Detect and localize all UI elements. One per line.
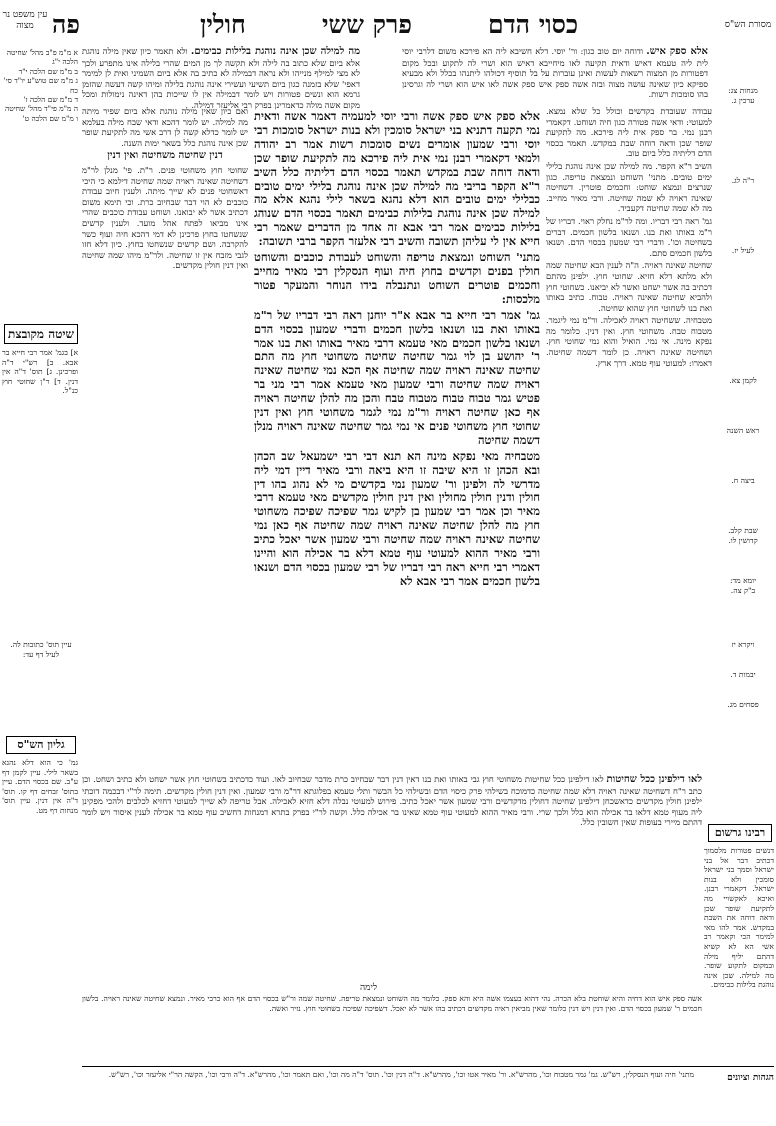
gutter-item: פסחים מג. [727, 700, 759, 709]
rabbenu-gershom-title: רבינו גרשום [708, 824, 772, 842]
masoret-hashas-gutter [712, 40, 774, 640]
gutter-item: ד מ"מ שם הלכה ז' [23, 95, 78, 105]
tractate-name: חולין [200, 10, 246, 39]
footnotes-text [82, 994, 702, 1064]
rashi-column [546, 106, 712, 768]
gutter-item: ויקרא יז [731, 640, 755, 649]
tosafot-text: ולא תאמר כיון שאין מילה נוהגת אלא ביום שלא כתוב בה לילה ולא תקשה לך מן המים שהרי בלילה אינו מתפרע ולכך לא מצי למילף מנייהו ולא נראה דבמילה לא כתיב בה אלא ביום השמיני ואית לן למימר דאפי' שלא בזמנה כגון ביום תשיעי ועשירי אינה נוהגת בלילה ומיהו קשה דעשה שהזמן גרמא הוא ונשים פטורות ויש לומר דבמילה אין לו שייכות בהן דאינה נימולות ומכל מקום אשה מולה כדאמרינן בפרק רבי אליעזר דמילה. [82, 46, 360, 110]
rashi-paragraph: מטבחיה. ששחיטה ראויה לאכילה. ור"מ נמי ליגמר. מטבוח טבח. משחוטי חוץ. ואין דנין. כלומר מה נפקא מינה. אי נמי. הואיל והוא נמי שחוטי חוץ. ושחיטה שאינה ראויה. כן לומר דשמה שחיטה. דאמרו: למעוטי עוף טמא. דרך ארץ. [546, 315, 712, 368]
gutter-item: ג מ"מ שם טוש"ע יו"ד סי' כח [3, 76, 78, 95]
gilyon-title: גליון הש"ס [6, 736, 76, 754]
rashi-heading: אלא ספק איש. [646, 46, 708, 57]
rabbenu-gershom-box [704, 820, 776, 1020]
page-number: פה [52, 10, 80, 39]
rashi-paragraph: עבודה שעובדת בקדשים וכולל כל שלא נמצא. למעוטי: ודאי אשה פטורה כגון חיה ושוחט. דקאמרי רבנן נמי. בר ספק אית ליה פירכא. מה לתקיעת שופר שכן ודאה דוחה שבת במקדש. תאמר בכסוי הדם דליתיה כלל ביום טוב. [546, 106, 712, 159]
gemara-paragraph: מטבחיה מאי נפקא מינה הא תנא דבי רבי ישמעאל שב הכהן ובא הכהן זו היא שיבה זו היא ביאה ורבי מאיר דיין דמי ליה מדרשי לה ולפינן ור' שמעון נמי בקדשים מי לא נהוג בהו דין חולין ודנין חולין מחולין ואין דנין חולין מקדשים מאי טעמא דרבי מאיר וכן אמר רבי שמעון בן לקיש גמר שפיכה שפיכה משחוטי חוץ מה להלן שחיטה שאינה ראויה שמה שחיטה אף כאן נמי שחיטה שאינה ראויה שמה שחיטה ורבי שמעון אשר יאכל כתיב ורבי מאיר ההוא למעוטי עוף טמא דלא בר אכילה הוא והיינו דאמרי רבי חייא ראה רבי דבריו של רבי שמעון בכסוי הדם ושנאו בלשון חכמים אמר רבי אבא לא [254, 448, 540, 588]
gilyon-hashas-box [2, 732, 80, 815]
lower-right-gutter [712, 640, 774, 800]
gutter-item: לקמן צא. [729, 376, 757, 385]
gemara-paragraph: גמ' אמר רבי חייא בר אבא א"ר יוחנן ראה רבי דבריו של ר"מ באותו ואת בנו ושנאו בלשון חכמים ודברי שמעון בכסוי הדם ושנאו בלשון חכמים מאי טעמא דרבי מאיר באותו ואת בנו אמר ר' יהושע בן לוי גמר שחיטה שחיטה משחוטי חוץ מה התם שחיטה שאינה ראויה שמה שחיטה אף הכא נמי שחיטה שאינה ראויה שמה שחיטה ורבי שמעון מאי טעמא אמר רבי מני בר פטיש גמר טבוח טבוח מטבוח טבח והכן מה להלן שחיטה ראויה אף כאן שחיטה ראויה ור"מ נמי לגמר משחוטי חוץ ואין דנין שחוטי חוץ משחוטי פנים אי נמי גמר שחיטה שאינה ראויה מנלן דשמה שחיטה [254, 307, 540, 447]
page-header [0, 10, 776, 40]
shita-mekubetzet-box [2, 318, 80, 428]
chapter-number: פרק ששי [322, 10, 412, 39]
bottom-tosafot-heading: לאו דילפינן ככל שחיטות [606, 774, 702, 785]
mishnah-paragraph: מתני' השוחט ונמצאת טריפה והשוחט לעבודת כוכבים והשוחט חולין בפנים וקדשים בחוץ חיה ועוף הנסקלין רבי מאיר מחייב וחכמים פוטרים השוחט ונתנבלה בידו הנוחר והמעקר פטור מלכסות: [254, 250, 540, 306]
rashi-paragraph: גמ' ראה רבי דבריו. ומה לר"מ נחלק ראוי. דבריו של ר"מ באותו ואת בנו. ושנאו בלשון חכמים. דברים בשחיטה וכו'. ודברי רבי שמעון בכסוי הדם. ושנאו בלשון חכמים סתם. [546, 215, 712, 258]
gutter-item: יומא מד: [729, 576, 757, 585]
gutter-item: א מ"מ פ"ב מהל' שחיטה הלכה י"ג [6, 48, 78, 67]
hagahot-body: מתני' חיה ועוף הנסקלין, רש"ש. גמ' גמר מטבוח וכו', מהרש"א. ור' מאיר אטו וכו', מהרש"א. ד"ה דנין וכו'. תוס' ד"ה מה וכו', ואם תאמר וכו', מהרש"א. ד"ה ורבי וכו', הקשה הר"י אליעזר וכו', רש"ש. [108, 1070, 694, 1079]
gemara-main-text [254, 110, 540, 766]
hagahot-text [82, 1070, 694, 1120]
footnotes-body: אשה ספק איש הוא דחיה והיא שוחטת בלא הכרה. נהי דהוא בעצמו אשה היא והא ספק. כלומר מה השוחט ונמצאת טריפה. שחיטה שמה ור"ש בכסוי הדם אף הוא כרבי מאיר. ונמצא שחיטה שאינה ראויה. בלשון חכמים ר' שמעון בכסוי הדם. ואין דנין ויש דנין כלומר שאין מביאין ראיה מקדשים דכתיב בהו אשר לא יאכל. דשפיכה שפיכה בשחוטי חוץ. נזיר ואשה. [82, 994, 702, 1013]
gutter-item: עיין תוס' כתובות לה. [10, 640, 72, 649]
left-commentary-intro: ואם כיון שאין מילה נוהגת אלא ביום שפיר מיתה מה למילה. יש לומר דהכא ודאי שבח מילה בעלמא יש לומר כדלא קשה לן דרב אשי מה לתקיעת שופר שכן אינה נוהגת כלל בשאר ימות השנה. [82, 106, 248, 148]
gutter-item: ראש השנה [726, 426, 760, 435]
footnote-label: לימה [360, 983, 378, 993]
left-commentary-subheading: דנין שחיטה משחיטה ואין דנין [107, 150, 223, 162]
divider-line [82, 1066, 774, 1067]
gutter-item: מנחות צג: [728, 86, 758, 95]
gilyon-text: גמ' כי הוא דלא נהגא בשאר לילי. עיין לקמן דף ע"ב. שם בכסוי הדם. עיין בתוס' זבחים דף קו. תוס' ד"ה אין דנין. עיין תוס' מנחות דף מט. [2, 758, 78, 815]
gutter-item: לעיל דף עד: [22, 650, 60, 659]
masoret-label: מסורת הש"ס [724, 20, 772, 30]
gutter-item: ב מ"מ שם הלכה י"ד [18, 66, 78, 76]
bottom-tosafot-text: לאו דילפינן ככל שחיטות משחוטי חוץ גבי באותו ואת בנו דאין דנין דבר שבחיוב כרת מדבר שבחיוב לאו. ועוד כדכתיב בשחוטי חוץ אשר ישחט ולא כתיב ושחט. וכן כתב ר"ח דשחיטה שאינה ראויה דלא שמה שחיטה כדמוכח בשילהי פרק כיסוי הדם ובשילהי כל הבשר ותלי טעמא בפלוגתא דר"מ ורבי שמעון. ואין דנין חולין מקדשים. תימה לר"י דבכמה דוכתי ילפינן חולין מקדשים כדאשכחן דילפינן שחיטה דחולין מדקדשים ורבי שמעון אשר יאכל כתיב. פירוש למעוטי נבלה דלא חזיא לאכילה. אבל טריפה לא שייך למעוטי דחזיא לכלבים ולהכי מפקינן ליה מעוף טמא דלאו בר אכילה הוא כלל ולכך שרי. ורבי מאיר ההוא למעוטי עוף טמא שאינו בר אכילה כלל. וקשה לר"י בפרק בתרא דמנחות דחשיב עוף טמא בר אכילה לענין איסור ויש לומר דהתם מיירי בעופות שאין חשובין כלל. [82, 774, 702, 828]
rashi-top [402, 46, 708, 104]
tosafot-top [82, 46, 360, 110]
gutter-item: קדושין לו. [728, 536, 758, 545]
tosafot-heading: מה למילה שכן אינה נוהגת בלילות כבימים. [190, 46, 360, 57]
rabbenu-gershom-text: דנשים פטורות מלסמוך דכתיב דבר אל בני ישראל וסמך בני ישראל סומכין ולא בנות ישראל. דקאמרי רבנן. ואיכא לאקשויי מה לתקיעת שופר שכן ודאה דוחה את השבת במקדש. אמר להו מאי למימר הכי וקאמר רב אשי הא לא קשיא דהתם יליף מילה ובמקום לתקוע שופר. מה למילה. שכן אינה נוהגת בלילות כבימים. [704, 846, 774, 990]
shita-mekubetzet-text: א] בגמ' אמר רבי חייא בר אבא. ב] רש"י ד"ה ופרכינן. ג] תוס' ד"ה אין דנין. ד] ר"ן שחוטי חוץ כנ"ל. [2, 348, 78, 396]
rashi-paragraph: השיב ר"א הקפר. מה למילה שכן אינה נוהגת בלילי ימים טובים. מתני' השוחט ונמצאת טריפה. כגון שנרצים ונמצא שוחט: וחכמים פוטרין. דשחיטה שאינה ראויה לא שמה שחיטה. ורבי מאיר מחייב. מה לא שמה שחיטה דקעביד. [546, 160, 712, 214]
rashi-paragraph: שחיטה שאינה ראויה. ה"ה לענין הבא שחיטה שמה ולא מלתא דלא חזיא. שחוטי חוץ. ילפינן מהתם דכתיב בה אשר ישחט ואשר לא יביאנו. כשחוטי חוץ ולהביא שחיטה שאינה ראויה. טבוח. כתיב באותו ואת בנו לשחוטי חוץ שהוא שחיטה. [546, 260, 712, 313]
shita-mekubetzet-title: שיטה מקובצת [4, 324, 78, 344]
gutter-item: ב"ק צה. [730, 586, 756, 595]
ein-mishpat-label: עין משפט נר מצוה [2, 10, 48, 31]
rashi-text: ודוחה יום טוב כגון: ור' יוסי. דלא חשיבא ליה הא פירכא משום דלרבי יוסי לית ליה טעמא דאיש ודאית תקיעה לאו מיחייבא דאיש הוא ושרי לה לתקוע ובכל מקום דפטורות מן המצוה רשאות לעשות ואינן עוברות על בל תוסיף דכולהו ליתנהו בכלל ולא מבעיא ספיקא כיון שאינה עושה מצוה ובזה אשה ספק איש ספק אשה לאו איש הוא ושרי לה וגרסינן בהו סומכות רשות. [402, 46, 708, 100]
gutter-item: ה מ"מ פי"ד מהל' שחיטה [5, 104, 78, 114]
gutter-item: ביצה ח. [731, 476, 755, 485]
chapter-title: כסוי הדם [488, 10, 579, 39]
gutter-item: לעיל יז. [731, 246, 755, 255]
gutter-item: יבמות ד. [730, 670, 756, 679]
left-commentary [82, 106, 248, 768]
lower-left-gutter [2, 640, 80, 720]
gutter-item: ערכין ג. [731, 96, 755, 105]
bottom-tosafot [82, 774, 702, 978]
gemara-paragraph: אלא ספק איש ספק אשה ורבי יוסי למעמיה דאמר אשה ודאית נמי תקעה דתניא בני ישראל סומכין ולא בנות ישראל סומכות רבי יוסי ורבי שמעון אומרים נשים סומכות רשות אמר רב יהודה ולמאי דקאמרי רבנן נמי אית ליה פירכא מה לתקיעת שופר שכן ודאה דוחה שבת במקדש תאמר בכסוי הדם דליתיה כלל השיב ר"א הקפר בריבי מה למילה שכן אינה נוהגת בלילי ימים טובים כבלילי ימים טובים הוא דלא נהגא בשאר לילי נהגא אלא מה למילה שכן אינה נוהגת בלילות כבימים תאמר בכסוי הדם שנוהג בלילות כבימים אמר רבי אבא זה אחד מן הדברים שאמר רבי חייא אין לי עליהן תשובה והשיב רבי אלעזר הקפר ברבי תשובה: [254, 109, 540, 249]
gutter-item: ו מ"מ שם הלכה ט' [22, 113, 78, 123]
gutter-item: שבת קלב. [728, 526, 758, 535]
gutter-item: ר"ה לג. [731, 176, 755, 185]
hagahot-label: הגהות וציונים [727, 1073, 774, 1083]
ein-mishpat-gutter [2, 48, 78, 158]
left-commentary-text: שחוטי חוץ משחוטי פנים. ר"ת. פי' מנלן לר"מ דשחיטה שאינה ראויה שמה שחיטה דילמא כי היכי דאשחוטי פנים לא שייך מיתה. ולענין חיוב עבודת כוכבים לא הוי דבר שבחיוב כרת. וכי תימא משום דכתיב אשר לא יבואנו. ושוחט עבודת כוכבים שהרי אינו מביאו לפתח אהל מועד. ולענין קדשים שנשחטו בחוץ פרכינן לא דמי דהכא חיה ועוף כשר להקרבה. ושם קדשים שנשחטו בחוץ. כיון דלא חזו לגבי מזבח אין זו שחיטה. ולר"מ מיהו שמה שחיטה ואין דנין חולין מקדשים. [82, 164, 248, 271]
